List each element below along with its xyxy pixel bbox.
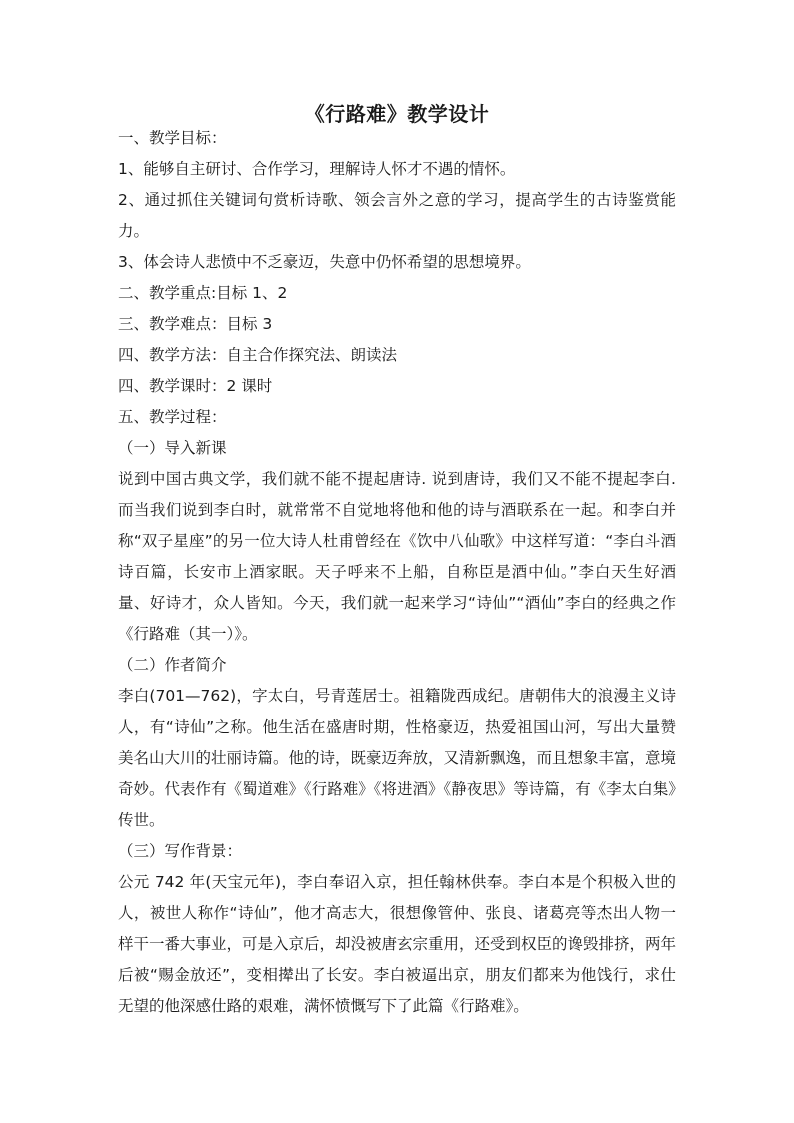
section-text-author: 李白(701—762)，字太白，号青莲居士。祖籍陇西成纪。唐朝伟大的浪漫主义诗人，有“诗仙”之称。他生活在盛唐时期，性格豪迈，热爱祖国山河，写出大量赞美名山大川的壮丽诗篇。他的诗，既豪迈奔放，又清新飘逸，而且想象丰富，意境奇妙。代表作有《蜀道难》《行路难》《将进酒》《静夜思》等诗篇，有《李太白集》传世。 [118,687,677,829]
difficulties: 三、教学难点：目标 3 [118,315,273,333]
process-heading: 五、教学过程： [118,408,227,426]
key-points: 二、教学重点:目标 1、2 [118,284,288,302]
section-heading-background: （三）写作背景： [118,842,243,860]
teaching-hours: 四、教学课时：2 课时 [118,377,273,395]
goal-2: 2、通过抓住关键词句赏析诗歌、领会言外之意的学习，提高学生的古诗鉴赏能力。 [118,191,676,240]
goal-1: 1、能够自主研讨、合作学习，理解诗人怀才不遇的情怀。 [118,160,516,178]
section-heading-author: （二）作者简介 [118,656,227,674]
section-heading-intro: （一）导入新课 [118,439,227,457]
document-body [118,123,676,1022]
goal-3: 3、体会诗人悲愤中不乏豪迈，失意中仍怀希望的思想境界。 [118,253,531,271]
goals-heading: 一、教学目标： [118,129,227,147]
document-title: 《行路难》教学设计 [304,102,490,126]
section-text-intro: 说到中国古典文学，我们就不能不提起唐诗. 说到唐诗，我们又不能不提起李白. 而当我们说到李白时，就常常不自觉地将他和他的诗与酒联系在一起。和李白并称“双子星座”的另一位大诗人杜甫曾经在《饮中八仙歌》中这样写道：“李白斗酒诗百篇，长安市上酒家眠。天子呼来不上船，自称臣是酒中仙。”李白天生好酒量、好诗才，众人皆知。今天，我们就一起来学习“诗仙”“酒仙”李白的经典之作《行路难（其一）》。 [118,470,676,643]
teaching-methods: 四、教学方法：自主合作探究法、朗读法 [118,346,398,364]
section-text-background: 公元 742 年(天宝元年)，李白奉诏入京，担任翰林供奉。李白本是个积极入世的人，被世人称作“诗仙”，他才高志大，很想像管仲、张良、诸葛亮等杰出人物一样干一番大事业，可是入京后，却没被唐玄宗重用，还受到权臣的谗毁排挤，两年后被“赐金放还”，变相撵出了长安。李白被逼出京，朋友们都来为他饯行，求仕无望的他深感仕路的艰难，满怀愤慨写下了此篇《行路难》。 [118,873,677,1015]
